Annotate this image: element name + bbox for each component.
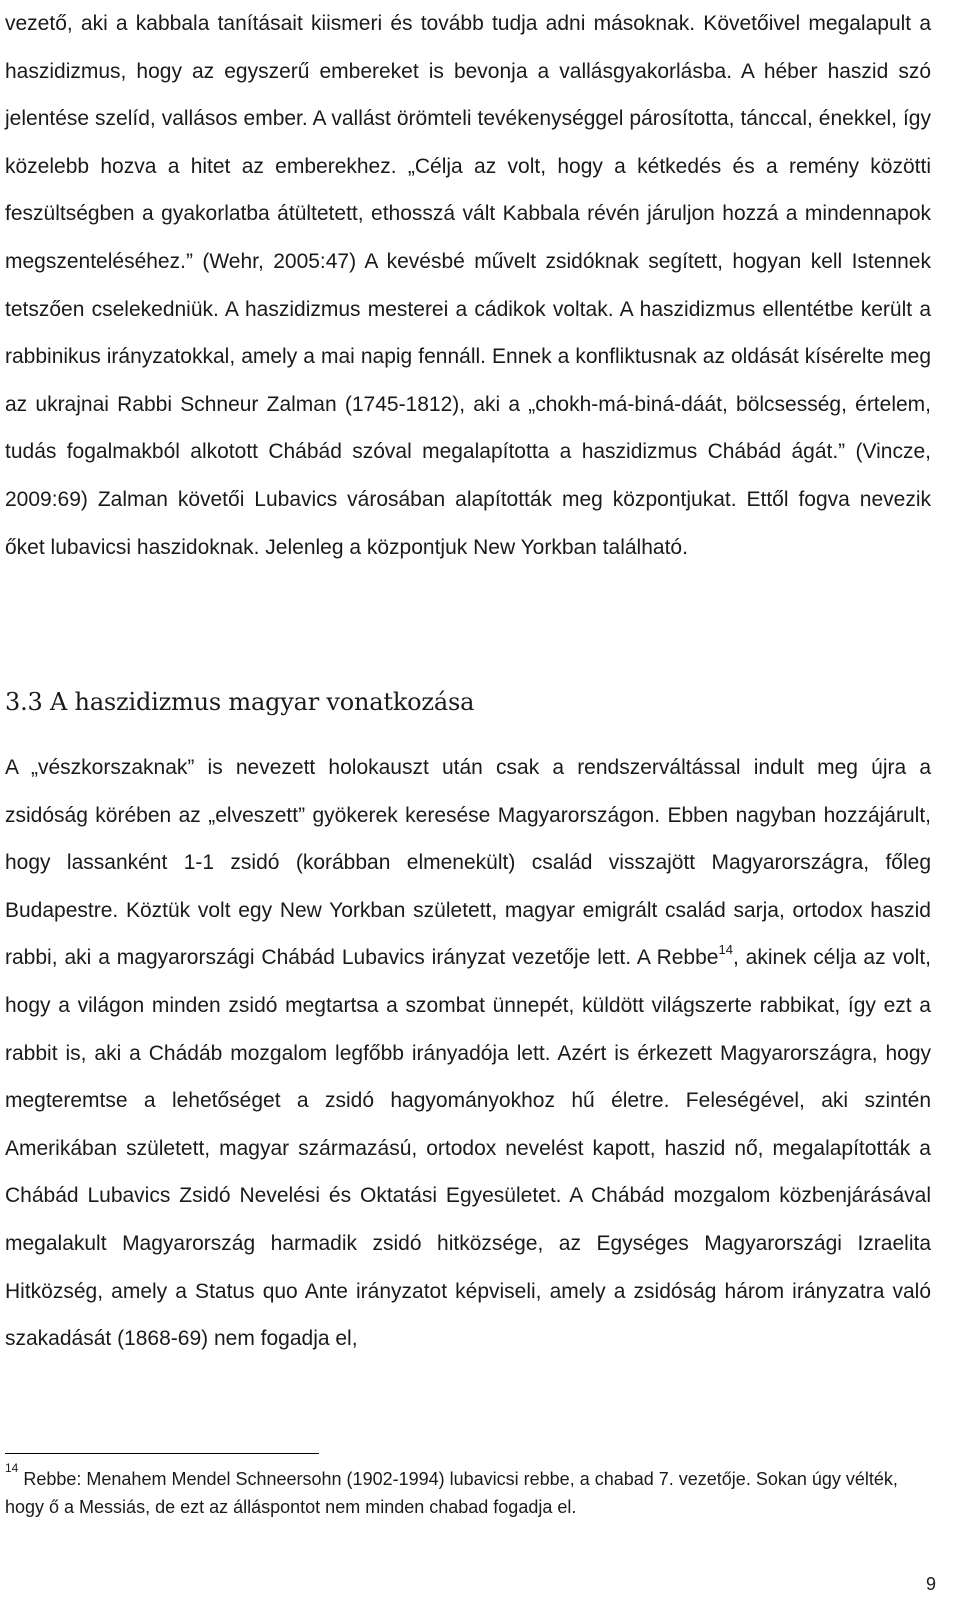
- paragraph-segment-after-note: , akinek célja az volt, hogy a világon minden zsidó megtartsa a szombat ünnepét, küldött világszerte rabbikat, így ezt a rabbit is, aki a Chádáb mozgalom legfőbb irányadója lett. Azért is érkezett Magyarországra, hogy megteremtse a lehetőséget a zsidó hagyományokhoz hű életre. Feleségével, aki szintén Amerikában született, magyar származású, ortodox nevelést kapott, haszid nő, megalapították a Chábád Lubavics Zsidó Nevelési és Oktatási Egyesületet. A Chábád mozgalom közbenjárásával megalakult Magyarország harmadik zsidó hitközsége, az Egységes Magyarországi Izraelita Hitközség, amely a Status quo Ante irányzatot képviseli, amely a zsidóság három irányzatra való szakadását (1868-69) nem fogadja el,: [5, 946, 931, 1351]
- section-heading: 3.3 A haszidizmus magyar vonatkozása: [5, 688, 475, 716]
- page-number: 9: [925, 1574, 936, 1594]
- footnote: [5, 1461, 935, 1521]
- footnote-text: Rebbe: Menahem Mendel Schneersohn (1902-1994) lubavicsi rebbe, a chabad 7. vezetője. Sokan úgy vélték, hogy ő a Messiás, de ezt az álláspontot nem minden chabad fogadja el.: [5, 1469, 898, 1517]
- paragraph-haszidizmus-origins: [5, 0, 931, 571]
- footnote-number: 14: [5, 1461, 19, 1475]
- footnote-separator: [5, 1453, 319, 1454]
- paragraph-segment-before-note: A „vészkorszaknak” is nevezett holokauszt után csak a rendszerváltással indult meg újra a zsidóság körében az „elveszett” gyökerek keresése Magyarországon. Ebben nagyban hozzájárult, hogy lassanként 1-1 zsidó (korábban elmenekült) család visszajött Magyarországra, főleg Budapestre. Köztük volt egy New Yorkban született, magyar emigrált család sarja, ortodox haszid rabbi, aki a magyarországi Chábád Lubavics irányzat vezetője lett. A Rebbe: [5, 756, 931, 970]
- paragraph-segment-chabad: „Célja az volt, hogy a kétkedés és a remény közötti feszültségben a gyakorlatba átültetett, ethosszá vált Kabbala révén járuljon hozzá a mindennapok megszenteléséhez.” (Wehr, 2005:47) A kevésbé művelt zsidóknak segített, hogyan kell Istennek tetszően cselekedniük. A haszidizmus mesterei a cádikok voltak. A haszidizmus ellentétbe került a rabbinikus irányzatokkal, amely a mai napig fennáll. Ennek a konfliktusnak az oldását kísérelte meg az ukrajnai Rabbi Schneur Zalman (1745-1812), aki a „chokh-má-biná-dáát, bölcsesség, értelem, tudás fogalmakból alkotott Chábád szóval megalapította a haszidizmus Chábád ágát.” (Vincze, 2009:69) Zalman követői Lubavics városában alapították meg központjukat. Ettől fogva nevezik őket lubavicsi haszidoknak. Jelenleg a központjuk New Yorkban található.: [5, 154, 932, 559]
- paragraph-hungarian-context: [5, 744, 931, 1363]
- footnote-reference[interactable]: 14: [718, 942, 733, 958]
- paragraph-segment-intro: vezető, aki a kabbala tanításait kiismeri és tovább tudja adni másoknak. Követőivel megalapult a haszidizmus, hogy az egyszerű embereket is bevonja a vallásgyakorlásba. A héber haszid szó jelentése szelíd, vallásos ember. A vallást örömteli tevékenységgel párosította, tánccal, énekkel, így közelebb hozva a hitet az emberekhez.: [5, 12, 931, 178]
